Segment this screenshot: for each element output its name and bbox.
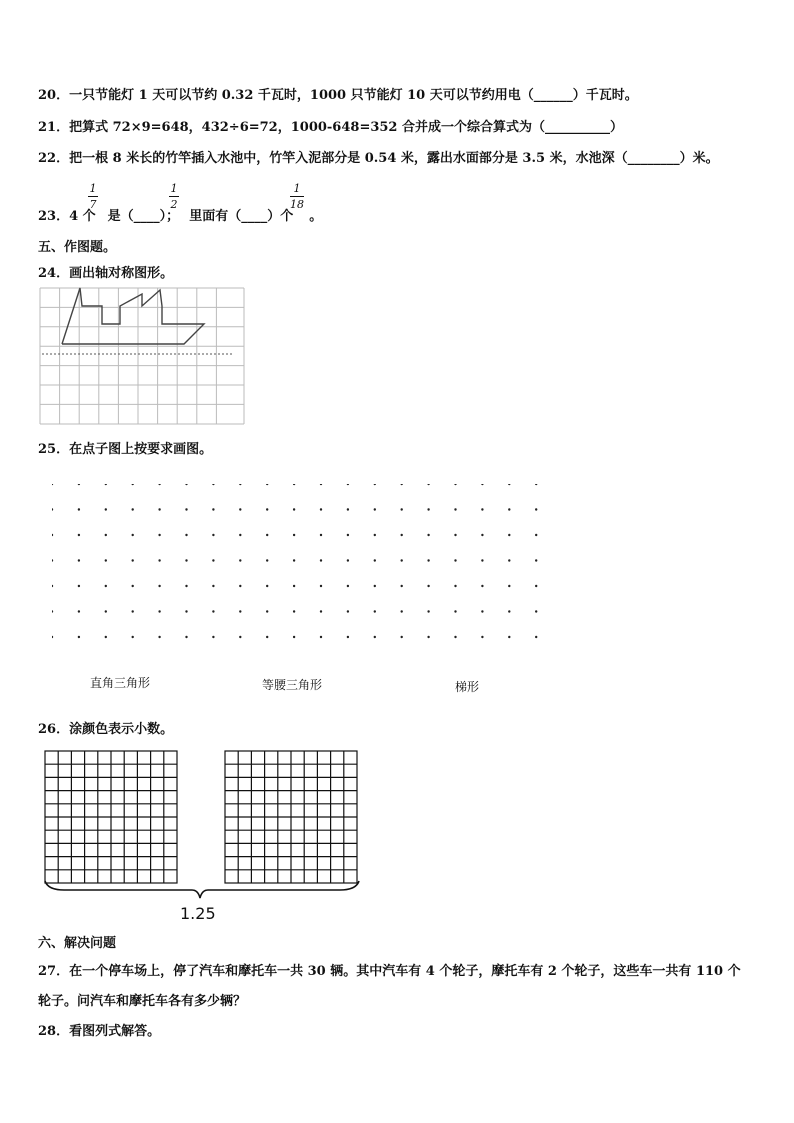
denominator: 7 xyxy=(89,198,97,211)
denominator: 18 xyxy=(290,198,304,211)
section-5-title: 五、作图题。 xyxy=(38,240,117,255)
label-isosceles-triangle: 等腰三角形 xyxy=(262,678,323,692)
question-20: 20．一只节能灯 1 天可以节约 0.32 千瓦时，1000 只节能灯 10 天可以节约用电（______）千瓦时。 xyxy=(38,88,638,103)
q23-part-d: 。 xyxy=(309,209,323,224)
decimal-value: 1.25 xyxy=(180,904,216,923)
hundred-grid-2 xyxy=(224,750,358,884)
question-26: 26．涂颜色表示小数。 xyxy=(38,722,174,737)
question-24: 24．画出轴对称图形。 xyxy=(38,266,174,281)
curly-brace xyxy=(44,880,360,902)
q23-part-b: 是（____）； xyxy=(107,209,180,224)
question-25: 25．在点子图上按要求画图。 xyxy=(38,442,213,457)
question-27-line-1: 27．在一个停车场上，停了汽车和摩托车一共 30 辆。其中汽车有 4 个轮子，摩托车有 2 个轮子，这些车一共有 110 个 xyxy=(38,964,741,979)
numerator: 1 xyxy=(293,182,301,195)
question-22: 22．把一根 8 米长的竹竿插入水池中，竹竿入泥部分是 0.54 米，露出水面部分是 3.5 米，水池深（________）米。 xyxy=(38,151,719,166)
section-6-title: 六、解决问题 xyxy=(38,936,117,951)
symmetry-grid xyxy=(38,286,248,426)
question-27-line-2: 轮子。问汽车和摩托车各有多少辆？ xyxy=(38,994,247,1009)
denominator: 2 xyxy=(170,198,178,211)
numerator: 1 xyxy=(89,182,97,195)
label-right-triangle: 直角三角形 xyxy=(90,676,151,690)
label-trapezoid: 梯形 xyxy=(455,680,480,694)
dot-grid xyxy=(52,484,542,644)
q23-part-a: 23．4 个 xyxy=(38,209,96,224)
question-28: 28．看图列式解答。 xyxy=(38,1024,161,1039)
hundred-grid-1 xyxy=(44,750,178,884)
question-23 xyxy=(38,205,322,224)
q23-part-c: 里面有（____）个 xyxy=(189,209,294,224)
question-21: 21．把算式 72×9=648，432÷6=72，1000-648=352 合并成一个综合算式为（__________） xyxy=(38,120,624,135)
numerator: 1 xyxy=(170,182,178,195)
